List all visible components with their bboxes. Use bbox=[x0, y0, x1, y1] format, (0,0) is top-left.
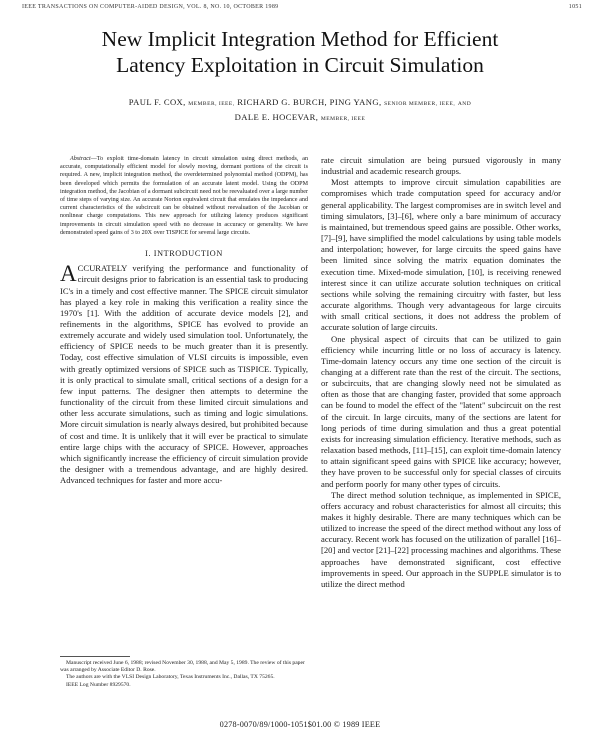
authors-line-2 bbox=[40, 111, 560, 126]
right-column bbox=[321, 155, 561, 590]
footnote-received: Manuscript received June 6, 1988; revised November 30, 1988, and May 5, 1989. The review of this paper was arranged by Associate Editor D. Rose. bbox=[60, 660, 305, 674]
authors-and: AND bbox=[457, 101, 472, 107]
author-2-degree: SENIOR MEMBER, IEEE, bbox=[384, 101, 456, 107]
abstract-text: —To exploit time-domain latency in circuit simulation using direct methods, an accurate, computationally efficient model for slowly moving, dormant portions of the circuit is required. A new, implicit integration method, the overdetermined polynomial method (ODPM), has been developed which permits the formulation of an accurate latent model. Using the ODPM integration method, the Jacobian of a dormant subcircuit need not be reevaluated over a large number of time steps of varying size. An accurate Norton equivalent circuit that emulates the impedance and current characteristics of the subcircuit can be obtained without reevaluation of the Jacobian or nonlinear charge computations. This new approach for utilizing latency produces significant improvements in circuit simulation speed with no decrease in accuracy or generality. We have demonstrated speed gains of 3 to 20X over TISPICE for several large circuits. bbox=[60, 156, 308, 236]
title-line-2: Latency Exploitation in Circuit Simulation bbox=[116, 53, 484, 77]
footnote-log-number: IEEE Log Number 8929570. bbox=[66, 681, 131, 688]
author-3-degree: MEMBER, IEEE bbox=[320, 116, 366, 122]
author-1: PAUL F. COX, bbox=[128, 97, 186, 107]
section-heading: I. INTRODUCTION bbox=[145, 249, 223, 259]
running-header bbox=[22, 4, 582, 10]
author-3: DALE E. HOCEVAR, bbox=[234, 112, 319, 122]
footnote-affiliation: The authors are with the VLSI Design Laboratory, Texas Instruments Inc., Dallas, TX 75265. bbox=[66, 674, 275, 681]
page-number: 1051 bbox=[568, 4, 582, 10]
drop-cap: A bbox=[60, 261, 77, 287]
right-paragraph-2: One physical aspect of circuits that can be utilized to gain efficiency while incurring little or no loss of accuracy is latency. Time-domain latency occurs any time one section of the circuit is changing at a different rate than the rest of the circuit. The sections, or subcircuits, that are changing slowly need not be simulated as often as those that are changing faster, provided that some approach can be found to model the effect of the "latent" subcircuit on the rest of the circuit. In large circuits, many of the sections are latent for long periods of time during simulation and thus a great potential exists for increasing simulation efficiency. Iterative methods, such as relaxation based methods, [11]–[15], can exploit time-domain latency to attain significant speed gains with SPICE like accuracy; however, they have proven to be successful only for special classes of circuits and perform poorly for many other types of circuits. bbox=[321, 333, 561, 489]
paper-title bbox=[0, 26, 600, 78]
introduction bbox=[60, 263, 308, 486]
abstract bbox=[60, 155, 308, 237]
right-paragraph-3: The direct method solution technique, as implemented in SPICE, offers accuracy and robust characteristics for almost all circuits; this makes it highly desirable. There are many techniques which can be utilized to increase the speed of the direct method without any loss of accuracy. Recent work has focused on the utilization of parallel [16]–[20] and vector [21]–[22] processing machines and algorithms. These approaches have demonstrated significant, cost effective improvements in speed. Our approach in the SUPPLE simulator is to utilize the direct method bbox=[321, 489, 561, 589]
right-paragraph-0: rate circuit simulation are being pursued vigorously in many industrial and academic research groups. bbox=[321, 155, 561, 177]
abstract-label: Abstract bbox=[70, 156, 91, 162]
author-list bbox=[40, 96, 560, 126]
author-1-degree: MEMBER, IEEE, bbox=[188, 101, 235, 107]
footnotes bbox=[60, 660, 308, 689]
journal-header: IEEE TRANSACTIONS ON COMPUTER-AIDED DESIGN, VOL. 8, NO. 10, OCTOBER 1989 bbox=[22, 4, 279, 10]
copyright-footer: 0278-0070/89/1000-1051$01.00 © 1989 IEEE bbox=[219, 720, 381, 729]
intro-paragraph-1: CCURATELY verifying the performance and functionality of circuit designs prior to fabrication is an essential task to producing IC's in a timely and cost effective manner. The SPICE circuit simulator has played a key role in making this verification a reality since the 1970's [1]. With the addition of accurate device models [2], and refinements in the algorithms, SPICE has evolved to provide an extremely accurate and widely used simulation tool. Unfortunately, the efficiency of SPICE needs to be much greater than it is presently. Today, cost effective simulation of VLSI circuits is impossible, even with greatly optimized versions of SPICE such as TISPICE. Typically, it is only practical to simulate small, critical sections of a design for a few input patterns. The designer then attempts to determine the functionality of the circuit from these limited circuit simulations and other less accurate simulations, such as timing and logic simulations. More circuit simulation is nearly always desired, but prohibited because of cost and time. It is unlikely that it will ever be practical to simulate entire large chips with the accuracy of SPICE. However, approaches which significantly increase the efficiency of circuit simulation provide the designer with a tremendous advantage, and are highly desired. Advanced techniques for faster and more accu- bbox=[60, 263, 308, 486]
title-line-1: New Implicit Integration Method for Efficient bbox=[101, 27, 499, 51]
footnote-rule bbox=[60, 656, 130, 657]
authors-line-1 bbox=[40, 96, 560, 111]
left-column bbox=[60, 155, 308, 486]
author-2: RICHARD G. BURCH, PING YANG, bbox=[237, 97, 382, 107]
right-paragraph-1: Most attempts to improve circuit simulation capabilities are compromises which trade computation speed for accuracy and/or general applicability. The largest compromises are in switch level and timing simulators, [3]–[6], where only a bare minimum of accuracy is maintained, but tremendous speed gains are possible. Other works, [7]–[9], have simplified the model calculations by using table models and interpolation; however, for large circuits the speed gains have been limited since solving the matrix equation dominates the execution time. Mixed-mode simulation, [10], is receiving renewed interest since it can utilize accurate solution techniques on critical sections while solving the remaining circuitry with faster, but less accurate algorithms. Though very advantageous for large circuits with small critical sections, it does not address the problem of accurate solution of large circuits. bbox=[321, 177, 561, 333]
